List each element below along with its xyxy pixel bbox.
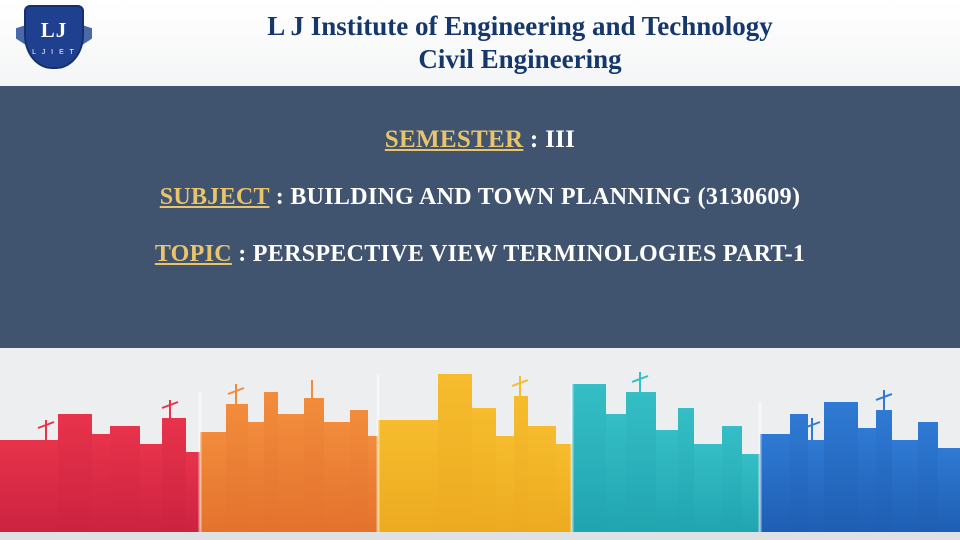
institute-logo	[18, 3, 90, 75]
slide-body	[0, 86, 960, 348]
topic-label: TOPIC	[154, 241, 232, 267]
topic-value: PERSPECTIVE VIEW TERMINOLOGIES PART-1	[252, 241, 806, 267]
slide-header	[0, 0, 960, 86]
subject-line	[0, 184, 960, 211]
skyline-svg	[0, 348, 960, 540]
semester-separator: :	[523, 126, 546, 153]
topic-separator: :	[231, 241, 253, 267]
info-lines	[0, 126, 960, 268]
subject-separator: :	[269, 184, 291, 210]
department-title: Civil Engineering	[418, 44, 622, 74]
skyline-ground	[0, 532, 960, 540]
semester-label: SEMESTER	[384, 126, 524, 153]
logo-monogram: LJ	[40, 18, 68, 42]
semester-value: III	[545, 126, 576, 153]
institute-title: L J Institute of Engineering and Technology	[267, 11, 773, 41]
city-skyline-graphic	[0, 348, 960, 540]
semester-line	[0, 126, 960, 154]
header-title-block	[100, 0, 940, 86]
topic-line	[0, 241, 960, 268]
subject-label: SUBJECT	[159, 184, 270, 210]
logo-subtext: L J I E T	[32, 49, 76, 56]
subject-value: BUILDING AND TOWN PLANNING (3130609)	[290, 184, 801, 210]
